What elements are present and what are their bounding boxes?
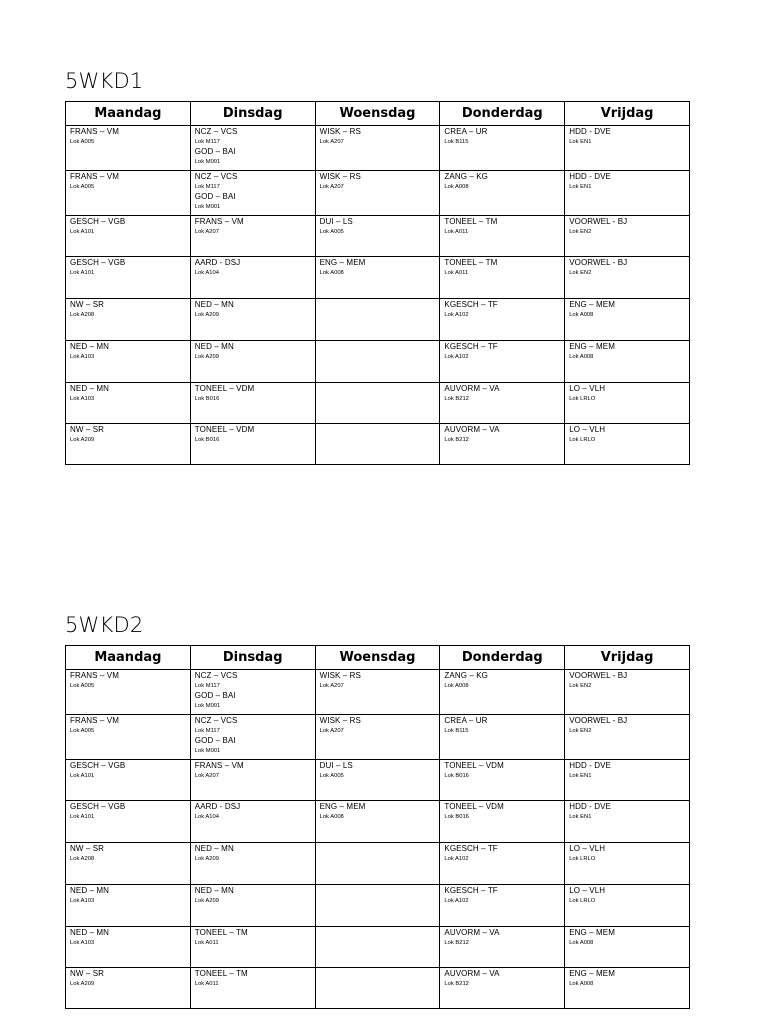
room-label: Lok B016 (194, 437, 220, 443)
table-cell (565, 341, 690, 383)
table-row (66, 927, 690, 968)
table-cell (315, 341, 440, 383)
table-cell (190, 843, 315, 885)
room-label: Lok A008 (319, 270, 344, 276)
subject-label: TONEEL – VDM (444, 761, 504, 770)
room-label: Lok A011 (194, 981, 219, 987)
subject-label: HDD - DVE (569, 127, 611, 136)
subject-label: VOORWEL - BJ (569, 258, 628, 267)
table-cell (66, 843, 191, 885)
room-label: Lok A102 (444, 354, 469, 360)
subject-label: FRANS – VM (194, 217, 244, 226)
table-row (66, 715, 690, 760)
table-cell (315, 257, 440, 299)
table-cell (440, 885, 565, 927)
subject-label: NW – SR (70, 844, 105, 853)
subject-label: KGESCH – TF (444, 844, 498, 853)
table-cell (440, 968, 565, 1009)
table-cell (565, 299, 690, 341)
table-cell (66, 715, 191, 760)
subject-label: LO – VLH (569, 886, 606, 895)
room-label: Lok A207 (194, 773, 219, 779)
table-cell (440, 927, 565, 968)
table-cell (190, 126, 315, 171)
subject-label: ENG – MEM (569, 928, 615, 937)
table-cell (565, 257, 690, 299)
timetable (65, 645, 690, 1009)
subject-label: WISK – RS (319, 716, 361, 725)
room-label: Lok A207 (319, 139, 344, 145)
table-cell (190, 424, 315, 465)
schedule-title: 5WKD2 (65, 613, 144, 637)
table-cell (66, 257, 191, 299)
subject-label: KGESCH – TF (444, 300, 498, 309)
subject-label: WISK – RS (319, 671, 361, 680)
table-cell (315, 715, 440, 760)
table-cell (565, 383, 690, 424)
table-row (66, 760, 690, 801)
room-label: Lok A209 (194, 856, 219, 862)
room-label: Lok LRLO (569, 396, 596, 402)
subject-label: AUVORM – VA (444, 928, 500, 937)
subject-label: ZANG – KG (444, 172, 488, 181)
table-cell (190, 968, 315, 1009)
room-label: Lok A101 (70, 270, 95, 276)
subject-label: GESCH – VGB (70, 217, 126, 226)
table-cell (66, 801, 191, 843)
day-header: Vrijdag (565, 102, 690, 126)
room-label: Lok B212 (444, 396, 469, 402)
subject-label: TONEEL – TM (194, 928, 248, 937)
table-cell (315, 968, 440, 1009)
room-label: Lok A008 (444, 184, 469, 190)
table-cell (565, 968, 690, 1009)
table-cell (440, 126, 565, 171)
room-label: Lok EN1 (569, 184, 592, 190)
table-cell (440, 424, 565, 465)
room-label: Lok A005 (70, 728, 95, 734)
room-label: Lok B212 (444, 981, 469, 987)
table-cell (565, 843, 690, 885)
room-label: Lok A008 (444, 683, 469, 689)
room-label: Lok A101 (70, 229, 95, 235)
table-cell (440, 670, 565, 715)
room-label: Lok EN2 (569, 683, 592, 689)
table-cell (440, 843, 565, 885)
room-label: Lok A102 (444, 312, 469, 318)
room-label: Lok M001 (194, 204, 221, 210)
room-label: Lok M117 (194, 184, 220, 190)
table-cell (66, 670, 191, 715)
day-header: Dinsdag (190, 646, 315, 670)
table-cell (565, 670, 690, 715)
table-cell (440, 341, 565, 383)
table-cell (66, 968, 191, 1009)
room-label: Lok A011 (444, 270, 469, 276)
room-label: Lok EN2 (569, 728, 592, 734)
table-cell (565, 927, 690, 968)
room-label: Lok EN2 (569, 270, 592, 276)
subject-label: AARD - DSJ (194, 802, 241, 811)
subject-label: NED – MN (70, 886, 110, 895)
room-label: Lok B212 (444, 437, 469, 443)
table-cell (565, 126, 690, 171)
table-cell (190, 299, 315, 341)
room-label: Lok M117 (194, 728, 220, 734)
table-row (66, 801, 690, 843)
table-cell (190, 670, 315, 715)
subject-label: NCZ – VCS (194, 127, 238, 136)
table-cell (565, 885, 690, 927)
table-cell (315, 801, 440, 843)
table-cell (565, 801, 690, 843)
subject-label: DUI – LS (319, 217, 353, 226)
subject-label: NED – MN (194, 844, 234, 853)
table-cell (66, 927, 191, 968)
table-cell (66, 216, 191, 257)
table-cell (190, 383, 315, 424)
room-label: Lok A008 (569, 981, 594, 987)
table-cell (315, 843, 440, 885)
timetable (65, 101, 690, 465)
subject-label: NED – MN (194, 886, 234, 895)
room-label: Lok A207 (319, 728, 344, 734)
table-row (66, 216, 690, 257)
table-cell (565, 715, 690, 760)
room-label: Lok B115 (444, 139, 469, 145)
table-cell (565, 760, 690, 801)
table-row (66, 171, 690, 216)
subject-label: NED – MN (194, 300, 234, 309)
table-cell (190, 760, 315, 801)
subject-label: ENG – MEM (569, 342, 615, 351)
day-header: Donderdag (440, 646, 565, 670)
room-label: Lok EN2 (569, 229, 592, 235)
room-label: Lok A005 (70, 683, 95, 689)
subject-label: ENG – MEM (569, 969, 615, 978)
table-cell (440, 801, 565, 843)
subject-label: LO – VLH (569, 425, 606, 434)
subject-label: VOORWEL - BJ (569, 671, 628, 680)
room-label: Lok A209 (194, 312, 219, 318)
table-cell (66, 760, 191, 801)
room-label: Lok M117 (194, 139, 220, 145)
room-label: Lok A005 (70, 184, 95, 190)
day-header: Maandag (66, 102, 191, 126)
subject-label: FRANS – VM (70, 671, 120, 680)
table-cell (440, 760, 565, 801)
room-label: Lok A005 (319, 229, 344, 235)
room-label: Lok A104 (194, 270, 219, 276)
subject-label: TONEEL – VDM (444, 802, 504, 811)
subject-label: NED – MN (70, 384, 110, 393)
subject-label: FRANS – VM (70, 716, 120, 725)
table-cell (440, 715, 565, 760)
table-cell (66, 126, 191, 171)
room-label: Lok B016 (194, 396, 220, 402)
table-cell (315, 760, 440, 801)
schedule-section (65, 612, 690, 1009)
subject-label: TONEEL – VDM (194, 425, 255, 434)
room-label: Lok A209 (194, 354, 219, 360)
subject-label: NED – MN (70, 342, 110, 351)
room-label: Lok B115 (444, 728, 469, 734)
day-header: Maandag (66, 646, 191, 670)
subject-label: ENG – MEM (319, 258, 366, 267)
subject-label: GOD – BAI (194, 736, 236, 745)
table-cell (315, 383, 440, 424)
schedule-section (65, 68, 690, 465)
room-label: Lok LRLO (569, 898, 596, 904)
room-label: Lok LRLO (569, 437, 596, 443)
header-row (66, 646, 690, 670)
table-cell (315, 424, 440, 465)
subject-label: NCZ – VCS (194, 172, 238, 181)
table-cell (66, 171, 191, 216)
table-cell (190, 927, 315, 968)
subject-label: CREA – UR (444, 127, 488, 136)
table-row (66, 383, 690, 424)
subject-label: VOORWEL - BJ (569, 217, 628, 226)
table-row (66, 670, 690, 715)
room-label: Lok A101 (70, 773, 95, 779)
table-cell (66, 299, 191, 341)
day-header: Dinsdag (190, 102, 315, 126)
table-cell (565, 171, 690, 216)
day-header: Woensdag (315, 102, 440, 126)
subject-label: NW – SR (70, 300, 105, 309)
subject-label: HDD - DVE (569, 802, 611, 811)
room-label: Lok A208 (70, 856, 95, 862)
room-label: Lok A101 (70, 814, 95, 820)
table-cell (190, 341, 315, 383)
subject-label: WISK – RS (319, 127, 361, 136)
table-row (66, 299, 690, 341)
table-cell (66, 885, 191, 927)
subject-label: AUVORM – VA (444, 425, 500, 434)
day-header: Donderdag (440, 102, 565, 126)
subject-label: GESCH – VGB (70, 802, 126, 811)
table-cell (190, 885, 315, 927)
subject-label: NCZ – VCS (194, 671, 238, 680)
room-label: Lok A208 (70, 312, 95, 318)
room-label: Lok A005 (70, 139, 95, 145)
room-label: Lok B016 (444, 814, 469, 820)
subject-label: VOORWEL - BJ (569, 716, 628, 725)
room-label: Lok M001 (194, 748, 221, 754)
room-label: Lok A209 (70, 981, 95, 987)
room-label: Lok M117 (194, 683, 220, 689)
day-header: Woensdag (315, 646, 440, 670)
room-label: Lok A103 (70, 354, 95, 360)
room-label: Lok A005 (319, 773, 344, 779)
room-label: Lok EN1 (569, 814, 592, 820)
subject-label: NW – SR (70, 969, 105, 978)
subject-label: WISK – RS (319, 172, 361, 181)
table-cell (315, 216, 440, 257)
room-label: Lok A008 (569, 354, 594, 360)
table-cell (66, 341, 191, 383)
subject-label: GOD – BAI (194, 147, 236, 156)
subject-label: GESCH – VGB (70, 761, 126, 770)
table-row (66, 341, 690, 383)
subject-label: FRANS – VM (194, 761, 244, 770)
table-cell (190, 801, 315, 843)
table-cell (315, 670, 440, 715)
room-label: Lok A102 (444, 898, 469, 904)
room-label: Lok A008 (319, 814, 344, 820)
day-header: Vrijdag (565, 646, 690, 670)
table-cell (440, 171, 565, 216)
table-row (66, 885, 690, 927)
table-row (66, 843, 690, 885)
subject-label: ENG – MEM (569, 300, 615, 309)
subject-label: LO – VLH (569, 384, 606, 393)
table-cell (440, 383, 565, 424)
room-label: Lok A209 (70, 437, 95, 443)
subject-label: TONEEL – TM (194, 969, 248, 978)
table-row (66, 424, 690, 465)
table-row (66, 257, 690, 299)
subject-label: GOD – BAI (194, 192, 236, 201)
subject-label: FRANS – VM (70, 127, 120, 136)
subject-label: NW – SR (70, 425, 105, 434)
room-label: Lok A008 (569, 312, 594, 318)
table-cell (315, 126, 440, 171)
subject-label: GOD – BAI (194, 691, 236, 700)
room-label: Lok M001 (194, 159, 221, 165)
subject-label: AUVORM – VA (444, 969, 500, 978)
table-cell (190, 216, 315, 257)
table-cell (440, 216, 565, 257)
table-cell (190, 171, 315, 216)
room-label: Lok A207 (319, 683, 344, 689)
table-cell (565, 424, 690, 465)
subject-label: ZANG – KG (444, 671, 488, 680)
table-cell (315, 885, 440, 927)
subject-label: NCZ – VCS (194, 716, 238, 725)
subject-label: TONEEL – TM (444, 258, 498, 267)
table-cell (440, 257, 565, 299)
header-row (66, 102, 690, 126)
subject-label: NED – MN (70, 928, 110, 937)
subject-label: AUVORM – VA (444, 384, 500, 393)
subject-label: HDD - DVE (569, 761, 611, 770)
table-row (66, 968, 690, 1009)
subject-label: CREA – UR (444, 716, 488, 725)
subject-label: KGESCH – TF (444, 886, 498, 895)
table-row (66, 126, 690, 171)
subject-label: GESCH – VGB (70, 258, 126, 267)
subject-label: KGESCH – TF (444, 342, 498, 351)
schedule-title: 5WKD1 (65, 69, 144, 93)
room-label: Lok A103 (70, 396, 95, 402)
subject-label: AARD - DSJ (194, 258, 241, 267)
room-label: Lok M001 (194, 703, 221, 709)
room-label: Lok A102 (444, 856, 469, 862)
room-label: Lok A103 (70, 898, 95, 904)
table-cell (190, 715, 315, 760)
table-cell (66, 424, 191, 465)
table-cell (440, 299, 565, 341)
room-label: Lok EN1 (569, 773, 592, 779)
room-label: Lok LRLO (569, 856, 596, 862)
room-label: Lok A207 (319, 184, 344, 190)
subject-label: FRANS – VM (70, 172, 120, 181)
room-label: Lok A008 (569, 940, 594, 946)
subject-label: HDD - DVE (569, 172, 611, 181)
room-label: Lok A104 (194, 814, 219, 820)
subject-label: DUI – LS (319, 761, 353, 770)
subject-label: LO – VLH (569, 844, 606, 853)
room-label: Lok B016 (444, 773, 469, 779)
table-cell (565, 216, 690, 257)
room-label: Lok A011 (444, 229, 469, 235)
room-label: Lok A103 (70, 940, 95, 946)
subject-label: NED – MN (194, 342, 234, 351)
table-cell (315, 927, 440, 968)
table-cell (66, 383, 191, 424)
subject-label: TONEEL – VDM (194, 384, 255, 393)
table-cell (190, 257, 315, 299)
room-label: Lok A209 (194, 898, 219, 904)
room-label: Lok B212 (444, 940, 469, 946)
room-label: Lok A011 (194, 940, 219, 946)
room-label: Lok EN1 (569, 139, 592, 145)
table-cell (315, 299, 440, 341)
table-cell (315, 171, 440, 216)
subject-label: ENG – MEM (319, 802, 366, 811)
subject-label: TONEEL – TM (444, 217, 498, 226)
room-label: Lok A207 (194, 229, 219, 235)
